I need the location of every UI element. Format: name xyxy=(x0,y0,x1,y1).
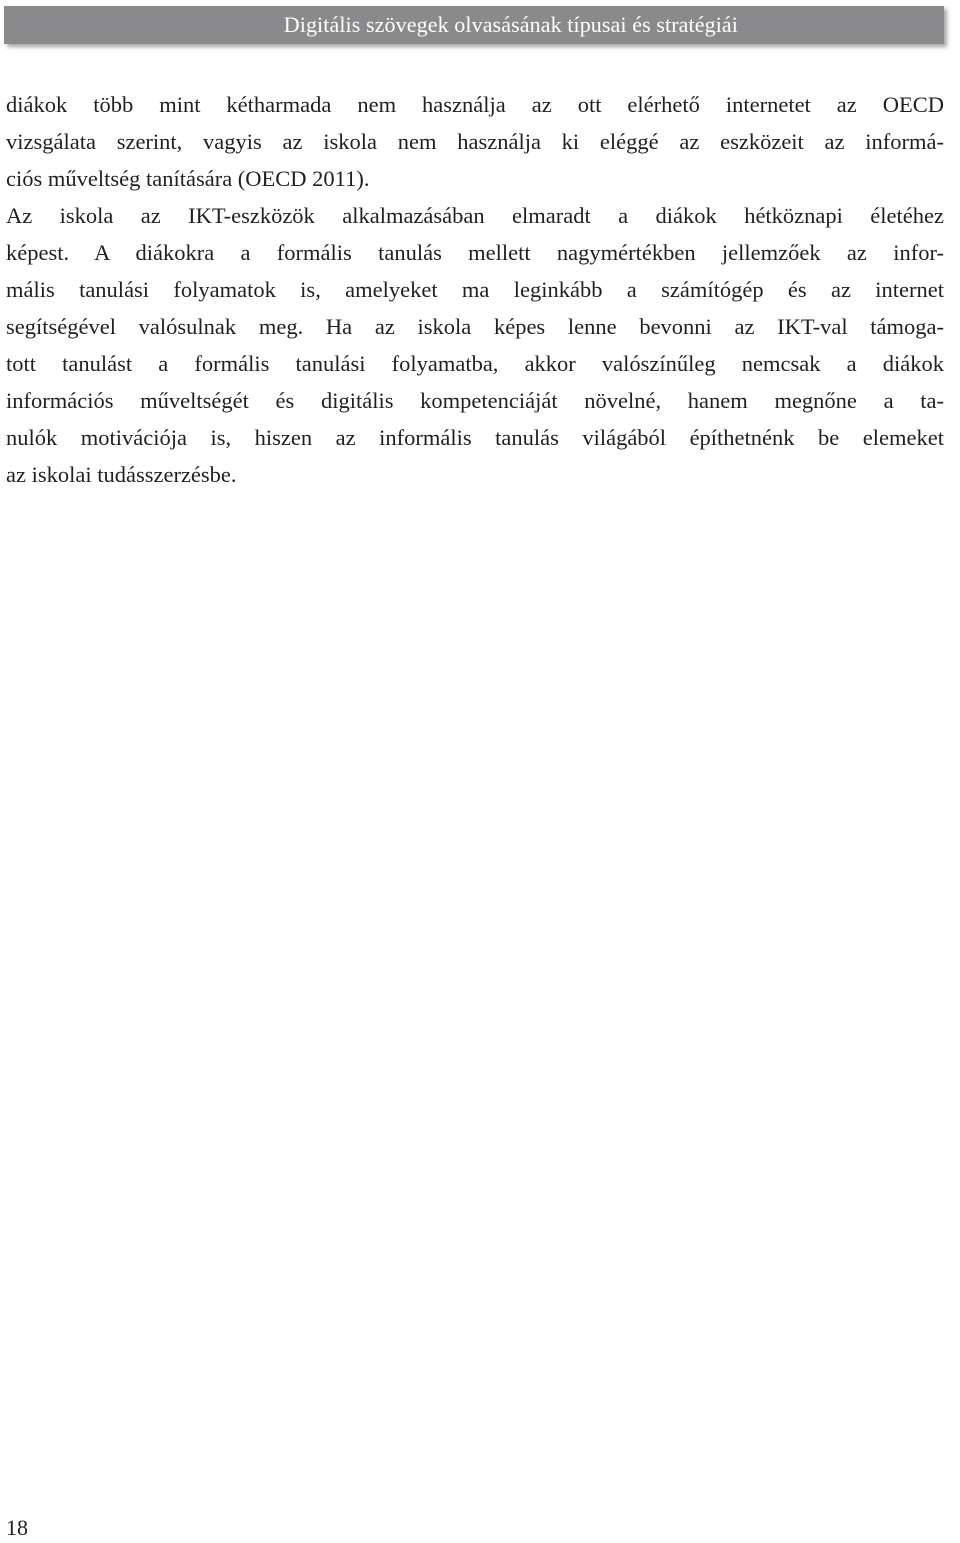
text-line: nulók motivációja is, hiszen az informális tanulás világából építhetnénk be elemeket xyxy=(6,425,944,450)
body-text xyxy=(6,86,944,493)
text-line: az iskolai tudásszerzésbe. xyxy=(6,462,237,487)
running-header-title: Digitális szövegek olvasásának típusai és stratégiái xyxy=(283,12,738,37)
paragraph-1 xyxy=(6,86,944,197)
text-line: mális tanulási folyamatok is, amelyeket ma leginkább a számítógép és az internet xyxy=(6,277,944,302)
text-line: ciós műveltség tanítására (OECD 2011). xyxy=(6,166,370,191)
text-line: segítségével valósulnak meg. Ha az iskola képes lenne bevonni az IKT-val támoga- xyxy=(6,314,944,339)
text-line: információs műveltségét és digitális kompetenciáját növelné, hanem megnőne a ta- xyxy=(6,388,944,413)
text-line: tott tanulást a formális tanulási folyamatba, akkor valószínűleg nemcsak a diákok xyxy=(6,351,944,376)
page-number: 18 xyxy=(6,1515,28,1540)
paragraph-2 xyxy=(6,197,944,493)
text-line: Az iskola az IKT-eszközök alkalmazásában elmaradt a diákok hétköznapi életéhez xyxy=(6,203,944,228)
running-header xyxy=(4,6,944,44)
text-line: diákok több mint kétharmada nem használja az ott elérhető internetet az OECD xyxy=(6,92,944,117)
text-line: képest. A diákokra a formális tanulás mellett nagymértékben jellemzőek az infor- xyxy=(6,240,944,265)
text-line: vizsgálata szerint, vagyis az iskola nem használja ki eléggé az eszközeit az informá- xyxy=(6,129,944,154)
